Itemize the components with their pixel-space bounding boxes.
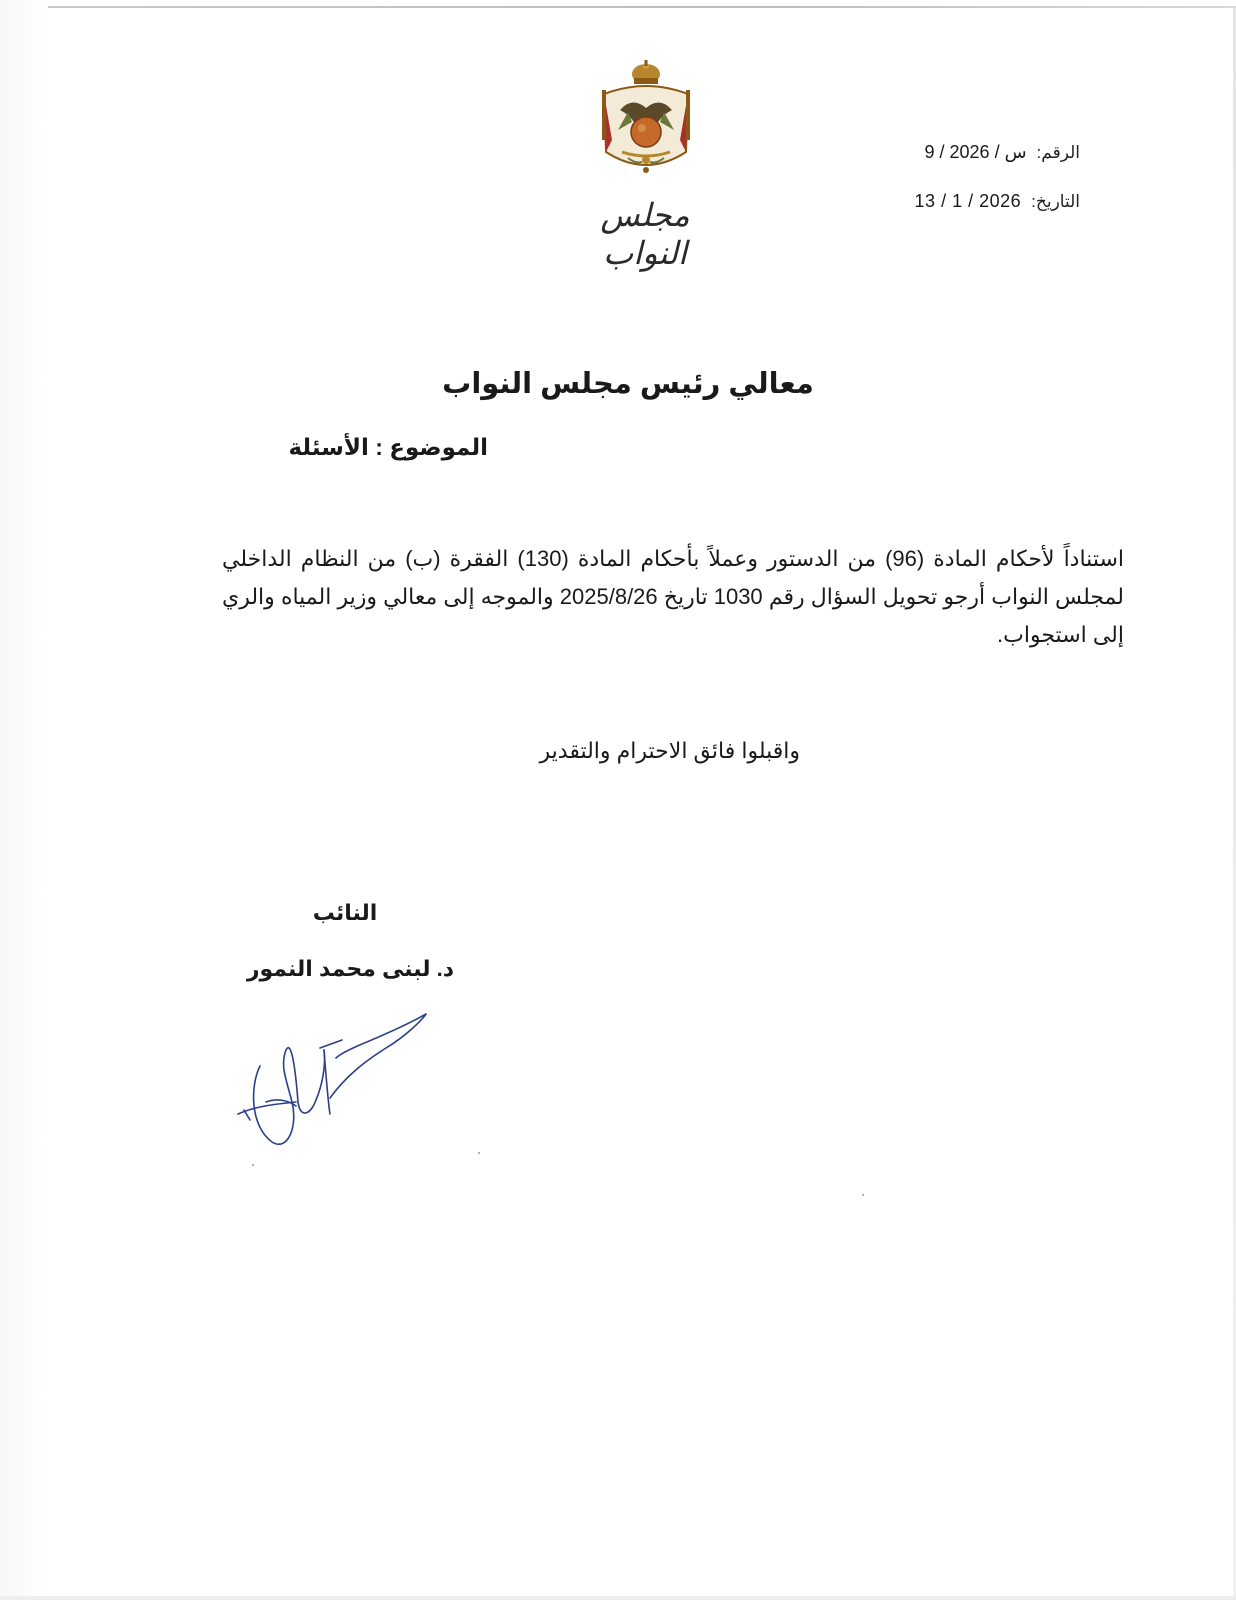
letter-body: استناداً لأحكام المادة (96) من الدستور وعملاً بأحكام المادة (130) الفقرة (ب) من النظام الداخلي لمجلس النواب أرجو تحويل السؤال رقم 1030 تاريخ 2025/8/26 والموجه إلى معالي وزير المياه والري إلى استجواب. (222, 546, 1124, 647)
reference-date-value: 13 / 1 / 2026 (914, 191, 1022, 211)
addressee-heading: معالي رئيس مجلس النواب (442, 368, 814, 400)
reference-number-label: الرقم: (1036, 143, 1080, 162)
reference-date-label: التاريخ: (1031, 192, 1080, 211)
scan-speck (252, 1164, 254, 1166)
reference-block (850, 142, 1080, 240)
scan-left-shadow (0, 0, 44, 1600)
jordan-coat-of-arms-icon (598, 60, 694, 186)
signatory-title: النائب (312, 900, 378, 925)
reference-date-line (850, 191, 1080, 217)
scan-speck (862, 1194, 864, 1196)
handwritten-signature (236, 1006, 436, 1150)
institution-name: مجلس النواب (600, 196, 690, 272)
reference-number-value: 9 / س / 2026 (924, 142, 1027, 162)
closing-salutation: واقبلوا فائق الاحترام والتقدير (539, 738, 800, 763)
subject-line: الموضوع : الأسئلة (288, 434, 488, 460)
scan-speck (478, 1152, 480, 1154)
signatory-name: د. لبنى محمد النمور (246, 956, 454, 981)
reference-number-line (850, 142, 1080, 168)
scan-bottom-edge (0, 1596, 1236, 1600)
scan-top-edge (48, 6, 1236, 8)
